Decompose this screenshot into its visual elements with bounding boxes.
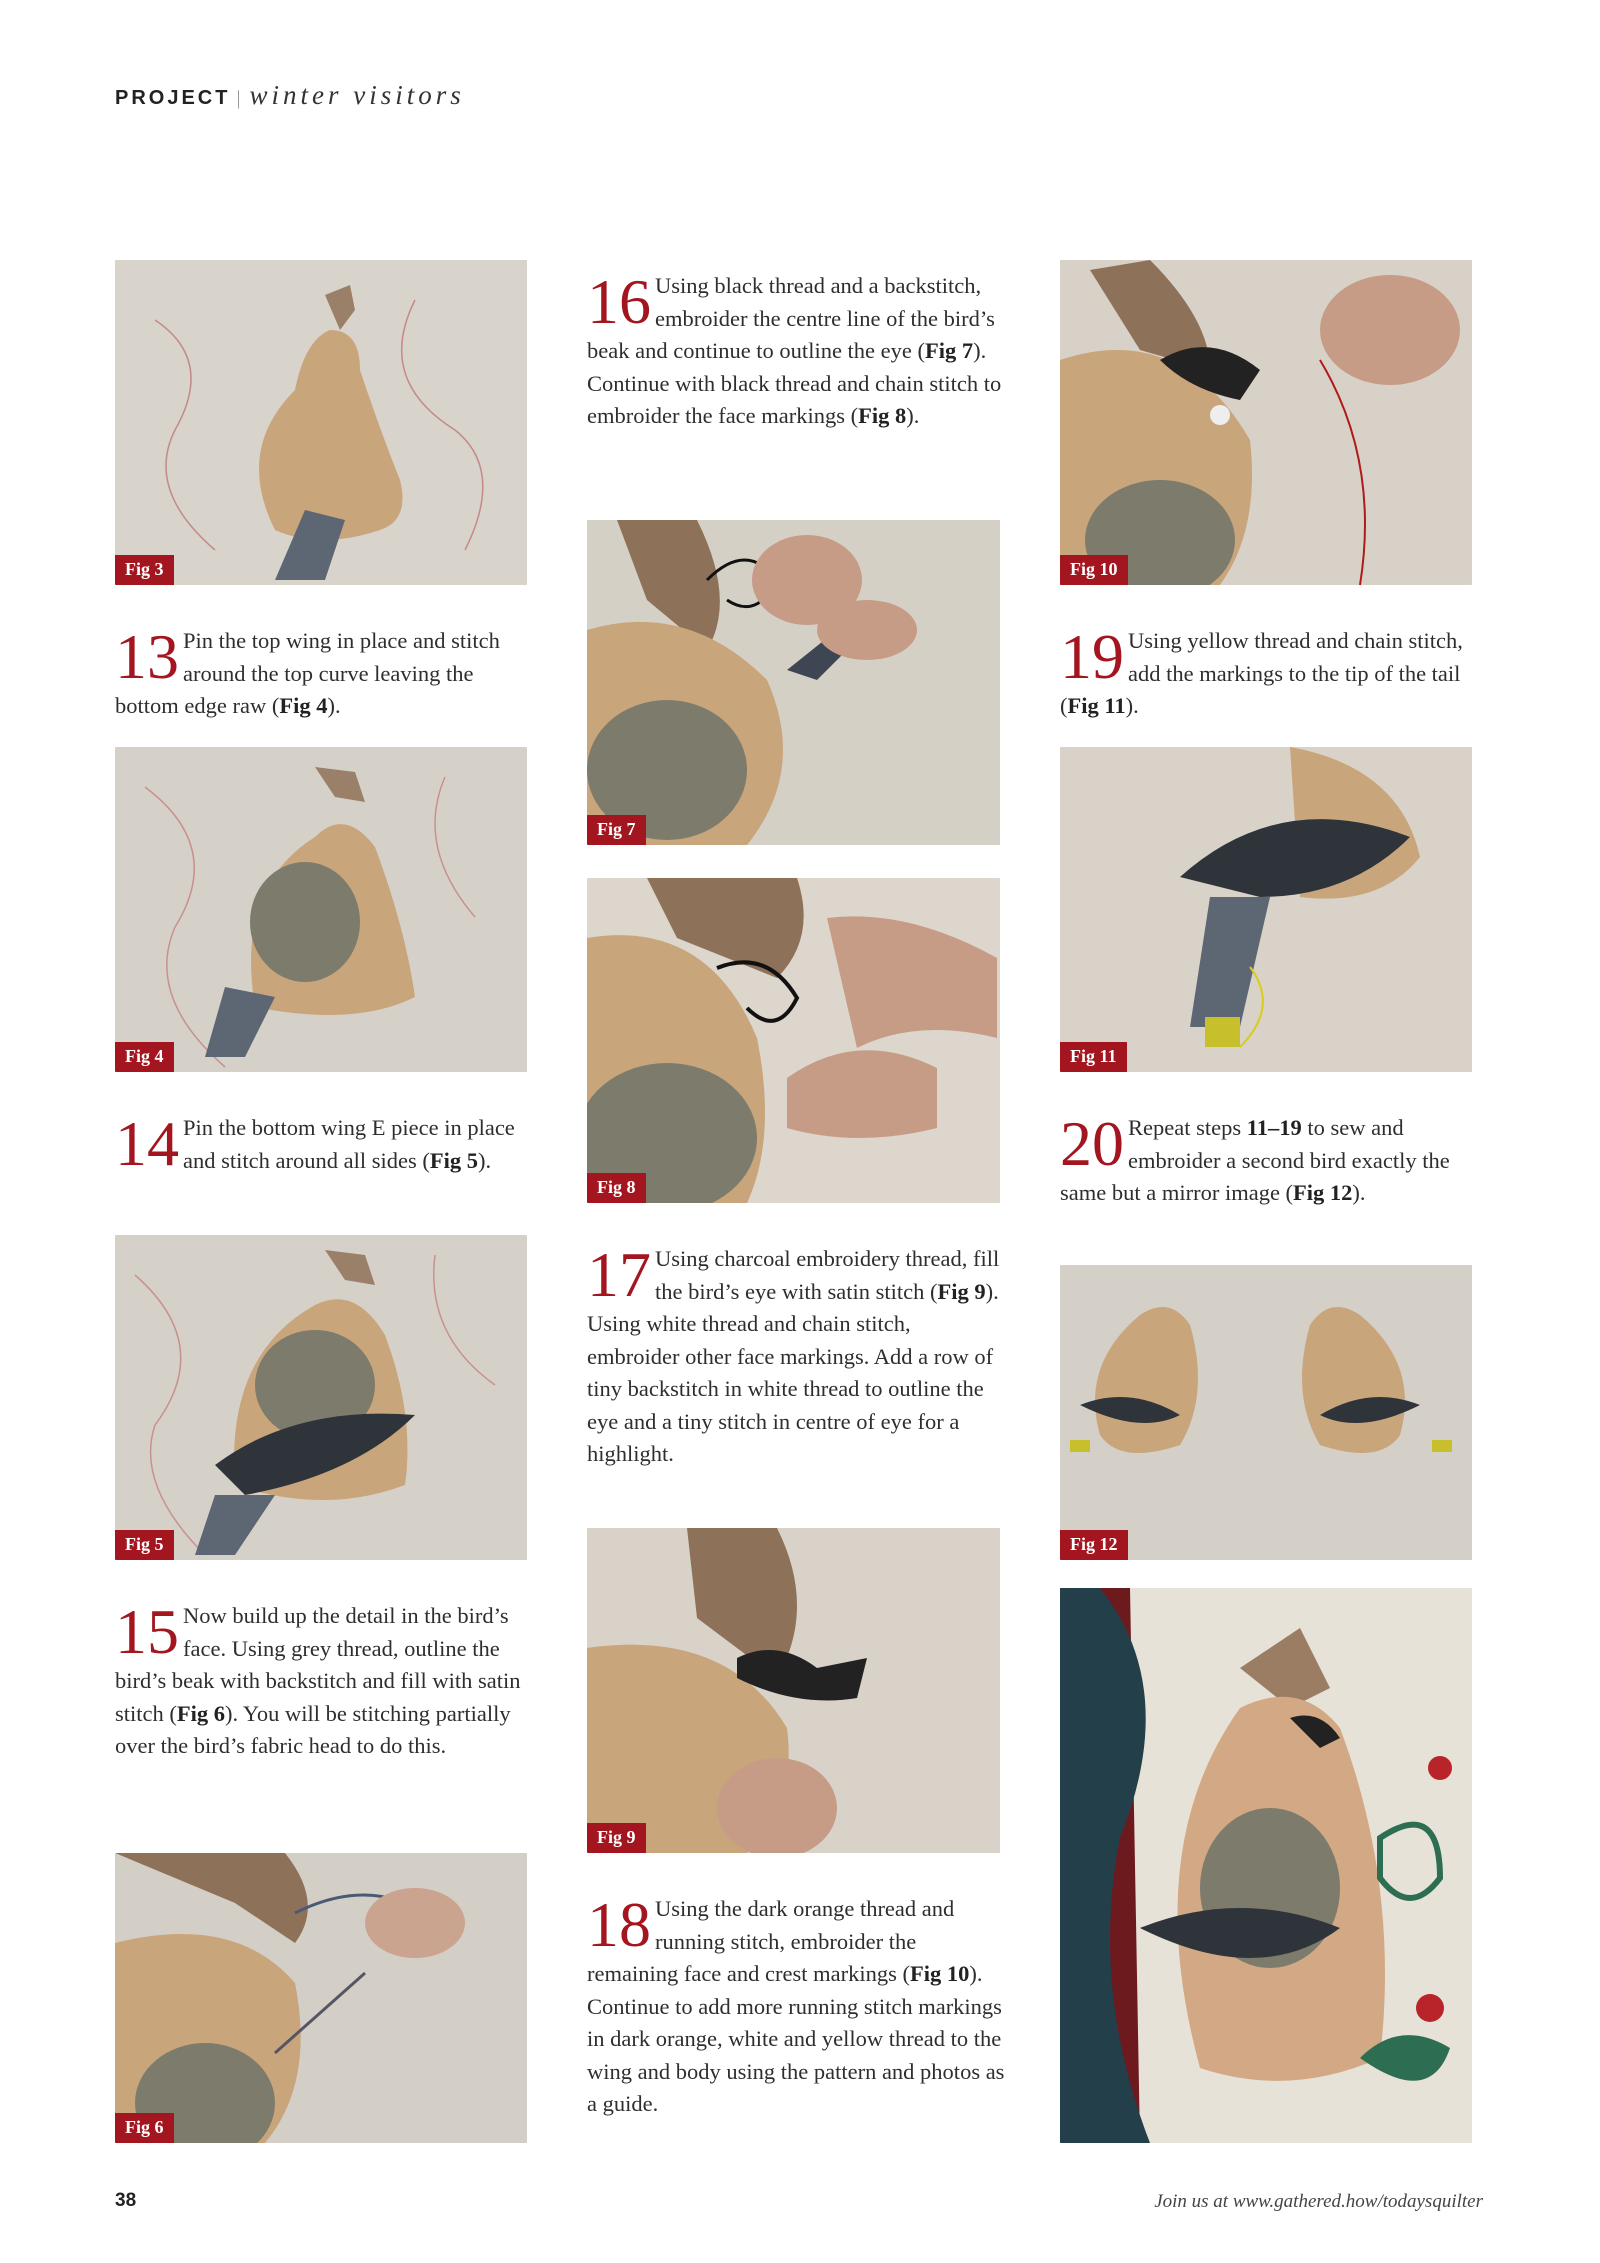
header-separator: | [236, 87, 244, 109]
photo-fig-11 [1060, 747, 1472, 1072]
step-14 [115, 1108, 535, 1179]
step-text-end: ). Continue to add more running stitch markings in dark orange, white and yellow thread to the wing and body using the pattern and photos as a guide. [587, 1961, 1005, 2116]
figure-label: Fig 6 [115, 2113, 174, 2143]
figure-label: Fig 7 [587, 815, 646, 845]
figure-label: Fig 4 [115, 1042, 174, 1072]
step-16 [587, 266, 1007, 433]
page-number: 38 [115, 2190, 137, 2211]
step-15 [115, 1596, 535, 1763]
step-number: 19 [1060, 621, 1124, 692]
step-text: Using the dark orange thread and running stitch, embroider the remaining face and crest markings ( [587, 1896, 955, 1986]
step-text: Using black thread and a backstitch, embroider the centre line of the bird’s beak and continue to outline the eye ( [587, 273, 995, 363]
step-number: 17 [587, 1239, 651, 1310]
step-text: Now build up the detail in the bird’s face. Using grey thread, outline the bird’s beak with backstitch and fill with satin stitch ( [115, 1603, 521, 1726]
figure-label: Fig 9 [587, 1823, 646, 1853]
figure-reference: Fig 8 [858, 403, 907, 428]
step-text-mid: ). Continue with black thread and chain stitch to embroider the face markings ( [587, 338, 1002, 428]
step-number: 16 [587, 266, 651, 337]
footer-link[interactable]: Join us at www.gathered.how/todaysquilter [1154, 2191, 1483, 2212]
step-number: 15 [115, 1596, 179, 1667]
photo-fig-10 [1060, 260, 1472, 585]
figure-label: Fig 3 [115, 555, 174, 585]
step-text: Using yellow thread and chain stitch, add the markings to the tip of the tail ( [1060, 628, 1463, 718]
figure-reference: Fig 11 [1067, 693, 1126, 718]
photo-fig-5 [115, 1235, 527, 1560]
photo-fig-9 [587, 1528, 1000, 1853]
step-text-end: ). You will be stitching partially over the bird’s fabric head to do this. [115, 1700, 511, 1758]
photo-fig-7 [587, 520, 1000, 845]
figure-reference: Fig 10 [910, 1961, 970, 1986]
figure-label: Fig 12 [1060, 1530, 1128, 1560]
figure-label: Fig 11 [1060, 1042, 1127, 1072]
figure-label: Fig 5 [115, 1530, 174, 1560]
running-header [115, 80, 465, 111]
step-number: 13 [115, 621, 179, 692]
photo-fig-8 [587, 878, 1000, 1203]
figure-reference: Fig 6 [176, 1700, 225, 1726]
figure-label: Fig 8 [587, 1173, 646, 1203]
step-text: Pin the top wing in place and stitch around the top curve leaving the bottom edge raw ( [115, 628, 500, 718]
figure-reference: Fig 7 [925, 338, 974, 363]
step-17 [587, 1239, 1007, 1471]
photo-finished-cushion [1060, 1588, 1472, 2143]
step-text-end: ). [477, 1147, 492, 1173]
photo-fig-6 [115, 1853, 527, 2143]
figure-reference: Fig 9 [937, 1278, 986, 1304]
photo-fig-4 [115, 747, 527, 1072]
step-text-mid: to sew and embroider a second bird exactly the same but a mirror image ( [1060, 1115, 1450, 1205]
figure-label: Fig 10 [1060, 555, 1128, 585]
photo-fig-3 [115, 260, 527, 585]
step-text-end: ). Using white thread and chain stitch, embroider other face markings. Add a row of tiny backstitch in white thread to outline the eye and a tiny stitch in centre of eye for a highlight. [587, 1278, 999, 1466]
step-number: 20 [1060, 1108, 1124, 1179]
step-number: 18 [587, 1889, 651, 1960]
step-19 [1060, 621, 1480, 723]
step-number: 14 [115, 1108, 179, 1179]
photo-fig-12 [1060, 1265, 1472, 1560]
figure-reference: Fig 5 [429, 1147, 478, 1173]
step-20 [1060, 1108, 1480, 1210]
step-text-end: ). [1125, 693, 1139, 718]
step-text-end: ). [906, 403, 920, 428]
section-label: PROJECT [115, 87, 231, 109]
step-text-end: ). [1352, 1180, 1366, 1205]
step-text-end: ). [327, 693, 341, 718]
step-range: 11–19 [1246, 1115, 1302, 1140]
article-title: winter visitors [249, 80, 465, 110]
step-text: Pin the bottom wing E piece in place and stitch around all sides ( [183, 1115, 515, 1173]
figure-reference: Fig 4 [279, 693, 328, 718]
figure-reference: Fig 12 [1293, 1180, 1353, 1205]
step-text: Repeat steps [1128, 1115, 1247, 1140]
step-13 [115, 621, 535, 723]
step-18 [587, 1889, 1007, 2121]
step-text: Using charcoal embroidery thread, fill the bird’s eye with satin stitch ( [655, 1246, 1000, 1304]
